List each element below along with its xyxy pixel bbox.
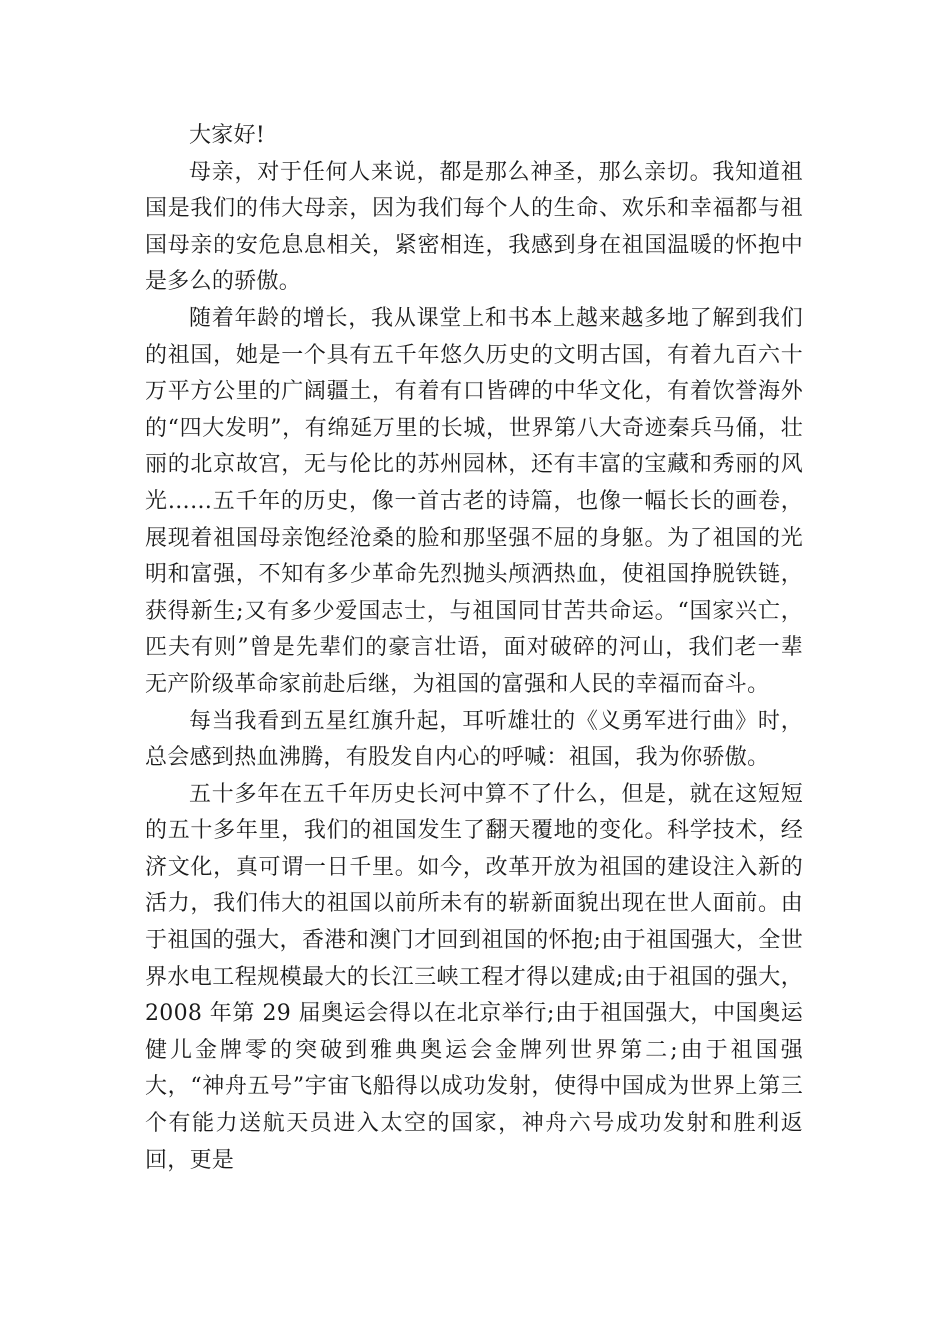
paragraph-history: 随着年龄的增长，我从课堂上和书本上越来越多地了解到我们的祖国，她是一个具有五千年悠久历史的文明古国，有着九百六十万平方公里的广阔疆土，有着有口皆碑的中华文化，有着饮誉海外的“四大发明”，有绵延万里的长城，世界第八大奇迹秦兵马俑，壮丽的北京故宫，无与伦比的苏州园林，还有丰富的宝藏和秀丽的风光……五千年的历史，像一首古老的诗篇，也像一幅长长的画卷，展现着祖国母亲饱经沧桑的脸和那坚强不屈的身躯。为了祖国的光明和富强，不知有多少革命先烈抛头颅洒热血，使祖国挣脱铁链，获得新生;又有多少爱国志士，与祖国同甘苦共命运。“国家兴亡，匹夫有则”曾是先辈们的豪言壮语，面对破碎的河山，我们老一辈无产阶级革命家前赴后继，为祖国的富强和人民的幸福而奋斗。 [145,305,803,697]
paragraph-greeting: 大家好! [189,123,266,148]
document-body [145,118,803,1179]
paragraph-flag: 每当我看到五星红旗升起，耳听雄壮的《义勇军进行曲》时，总会感到热血沸腾，有股发自内心的呼喊：祖国，我为你骄傲。 [145,708,803,771]
paragraph-mother: 母亲，对于任何人来说，都是那么神圣，那么亲切。我知道祖国是我们的伟大母亲，因为我们每个人的生命、欢乐和幸福都与祖国母亲的安危息息相关，紧密相连，我感到身在祖国温暖的怀抱中是多么的骄傲。 [145,159,803,295]
paragraph-development: 五十多年在五千年历史长河中算不了什么，但是，就在这短短的五十多年里，我们的祖国发生了翻天覆地的变化。科学技术，经济文化，真可谓一日千里。如今，改革开放为祖国的建设注入新的活力，我们伟大的祖国以前所未有的崭新面貌出现在世人面前。由于祖国的强大，香港和澳门才回到祖国的怀抱;由于祖国强大，全世界水电工程规模最大的长江三峡工程才得以建成;由于祖国的强大，2008 年第 29 届奥运会得以在北京举行;由于祖国强大，中国奥运健儿金牌零的突破到雅典奥运会金牌列世界第二;由于祖国强大，“神舟五号”宇宙飞船得以成功发射，使得中国成为世界上第三个有能力送航天员进入太空的国家，神舟六号成功发射和胜利返回，更是 [145,781,803,1173]
